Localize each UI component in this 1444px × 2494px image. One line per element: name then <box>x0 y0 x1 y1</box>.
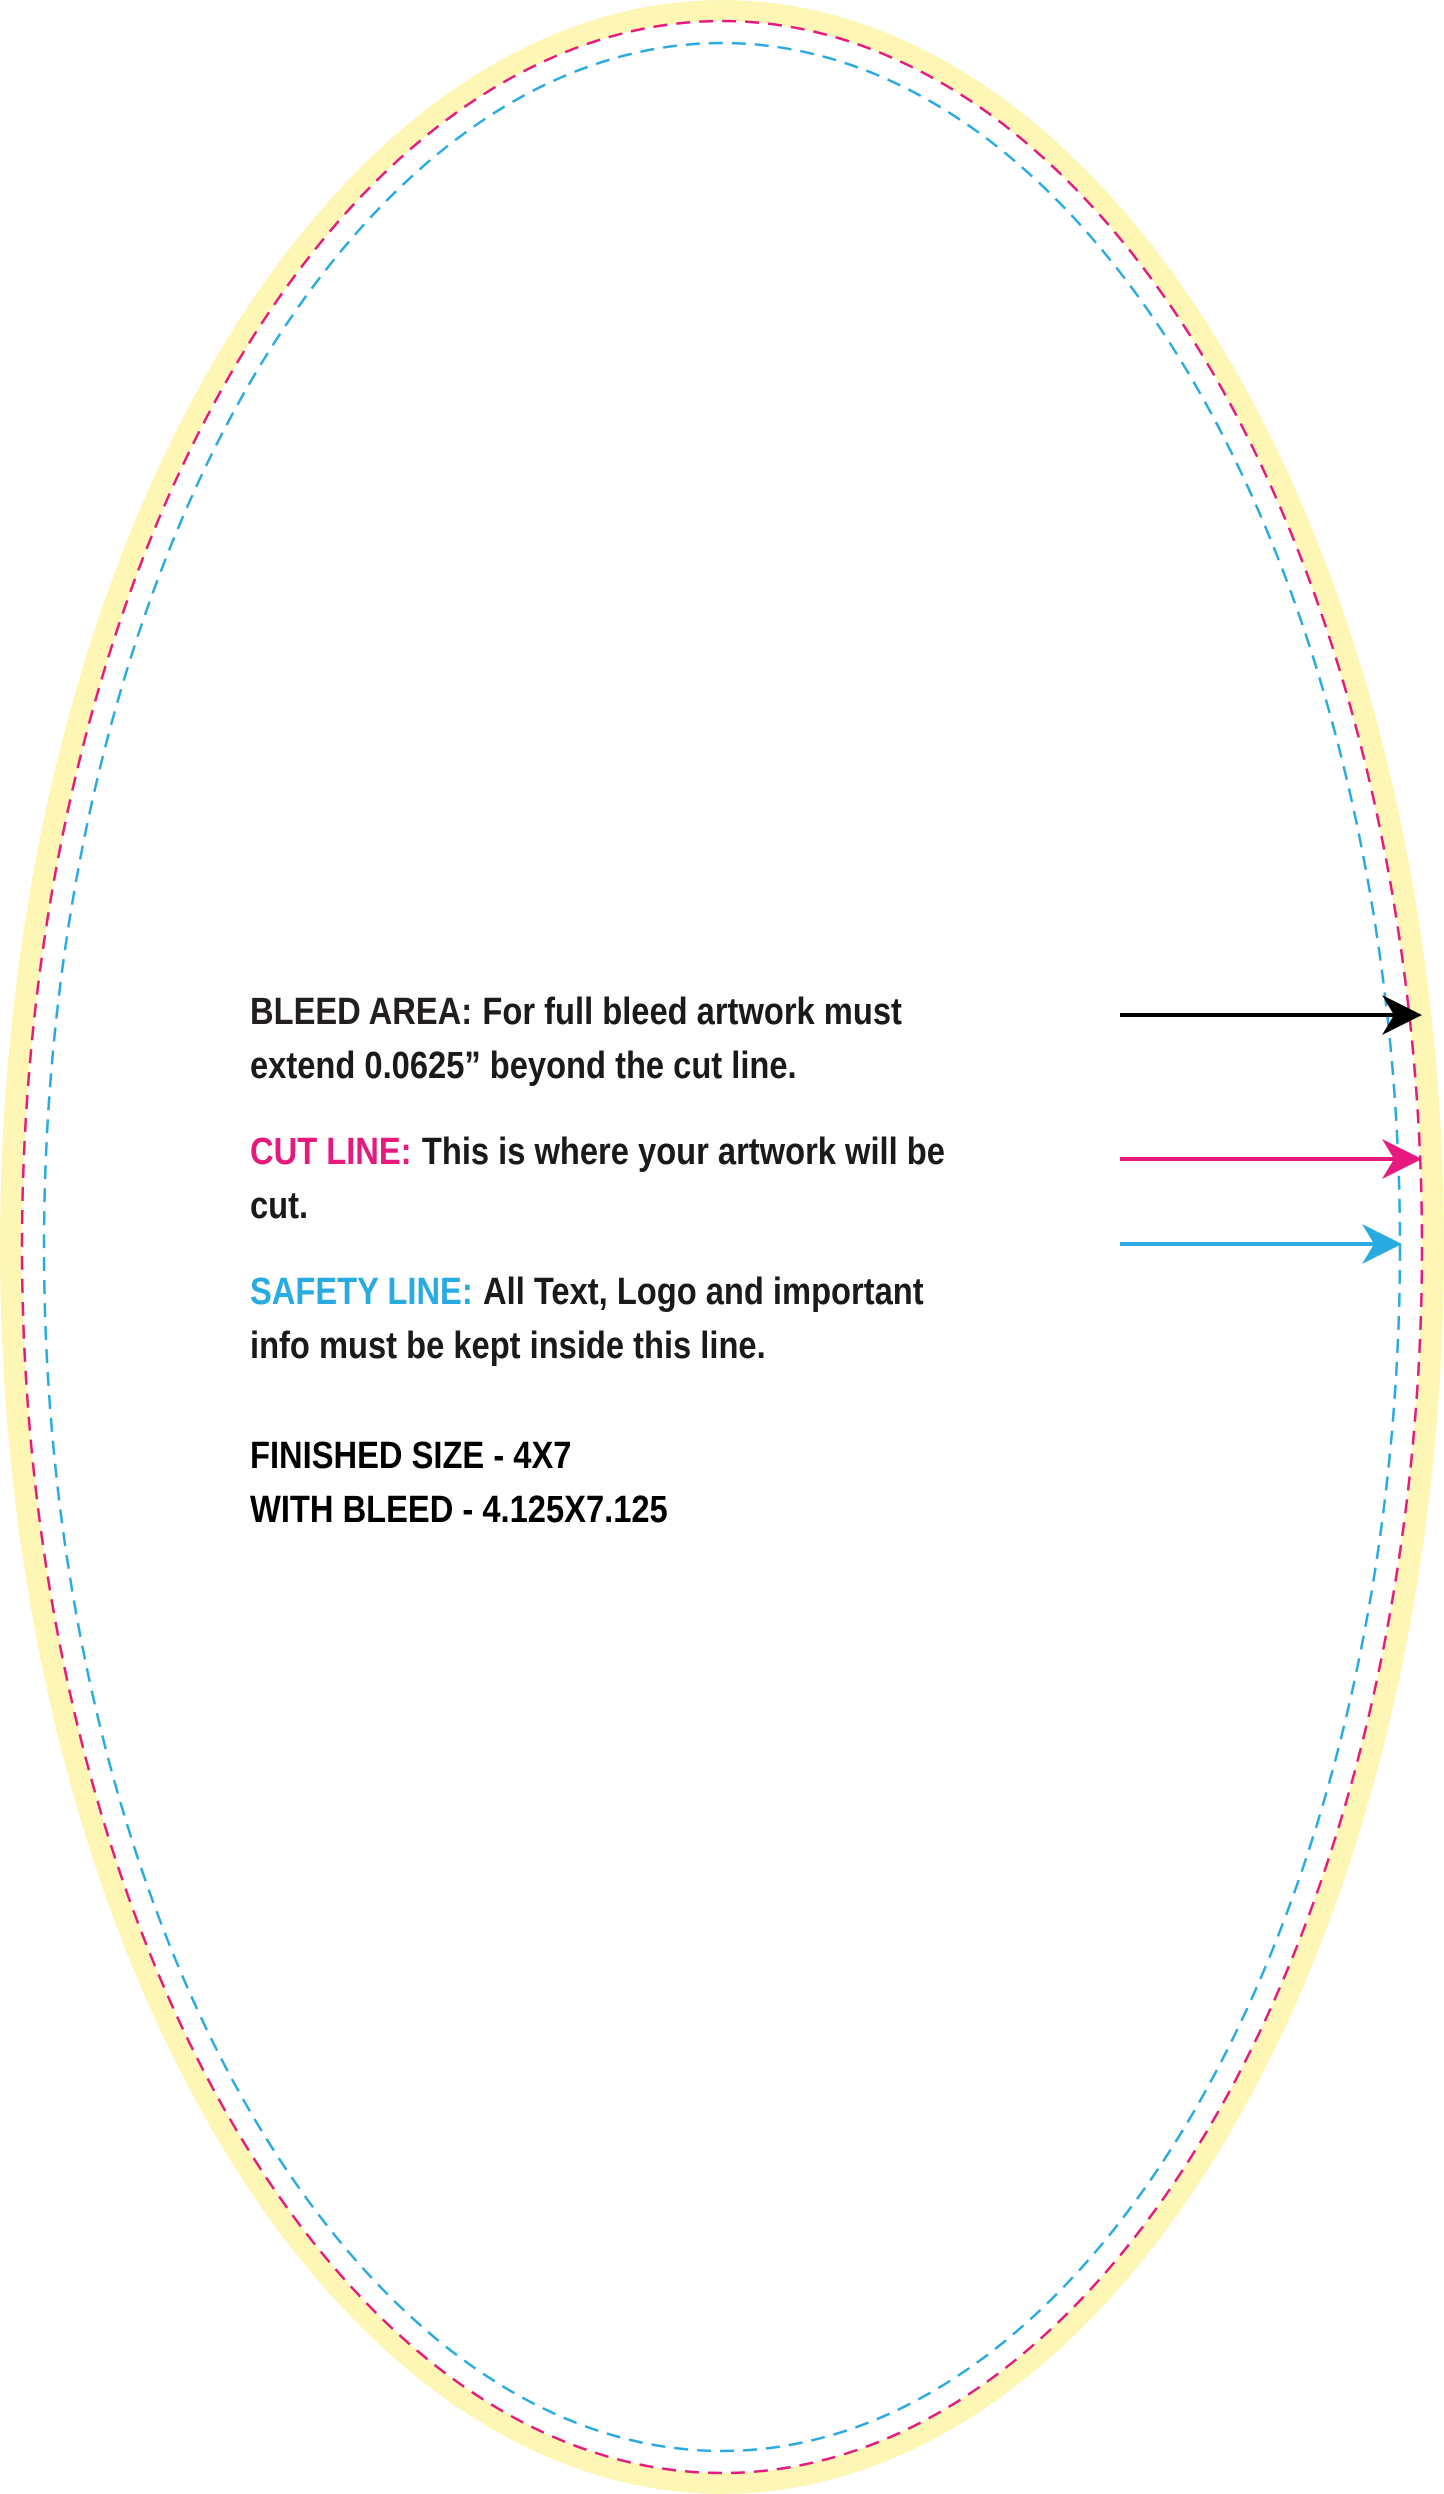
cut-description: This is where your artwork will be cut. <box>250 1131 945 1227</box>
size-info <box>250 1429 990 1537</box>
cut-legend-item <box>250 1125 990 1233</box>
safety-description: All Text, Logo and important info must be kept inside this line. <box>250 1271 924 1367</box>
safety-label: SAFETY LINE: <box>250 1271 473 1313</box>
bleed-description: For full bleed artwork must extend 0.0625” beyond the cut line. <box>250 991 902 1087</box>
bleed-size: WITH BLEED - 4.125X7.125 <box>250 1489 668 1531</box>
bleed-label: BLEED AREA: <box>250 991 473 1033</box>
bleed-legend-item <box>250 985 990 1093</box>
legend <box>250 985 990 1537</box>
cut-label: CUT LINE: <box>250 1131 412 1173</box>
safety-legend-item <box>250 1265 990 1373</box>
finished-size: FINISHED SIZE - 4X7 <box>250 1435 572 1477</box>
